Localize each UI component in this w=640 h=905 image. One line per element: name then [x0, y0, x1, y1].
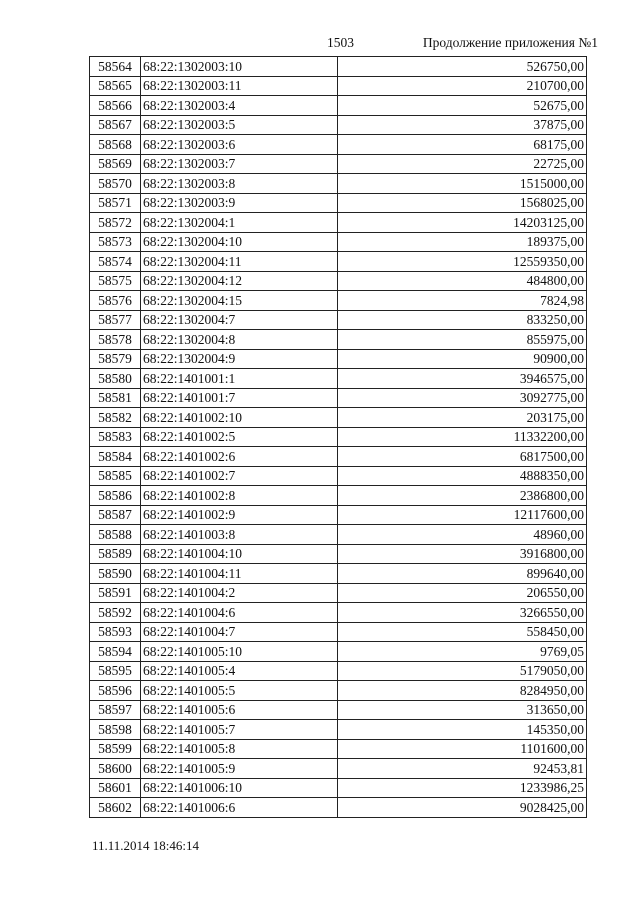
cadastral-value-cell: 3946575,00 [338, 369, 587, 389]
row-number-cell: 58575 [90, 271, 141, 291]
cadastral-value-cell: 1515000,00 [338, 174, 587, 194]
table-row [90, 720, 587, 740]
table-row [90, 232, 587, 252]
cadastral-value-cell: 6817500,00 [338, 447, 587, 467]
row-number-cell: 58587 [90, 505, 141, 525]
row-number-cell: 58602 [90, 798, 141, 818]
table-row [90, 271, 587, 291]
cadastral-value-cell: 48960,00 [338, 525, 587, 545]
row-number-cell: 58567 [90, 115, 141, 135]
table-row [90, 661, 587, 681]
cadastral-number-cell: 68:22:1302003:10 [141, 57, 338, 77]
table-row [90, 798, 587, 818]
cadastral-number-cell: 68:22:1401004:11 [141, 564, 338, 584]
cadastral-value-cell: 12559350,00 [338, 252, 587, 272]
cadastral-number-cell: 68:22:1401005:8 [141, 739, 338, 759]
row-number-cell: 58570 [90, 174, 141, 194]
row-number-cell: 58596 [90, 681, 141, 701]
cadastral-number-cell: 68:22:1302003:5 [141, 115, 338, 135]
cadastral-number-cell: 68:22:1401002:5 [141, 427, 338, 447]
row-number-cell: 58584 [90, 447, 141, 467]
table-row [90, 369, 587, 389]
row-number-cell: 58590 [90, 564, 141, 584]
cadastral-number-cell: 68:22:1302003:7 [141, 154, 338, 174]
cadastral-value-cell: 145350,00 [338, 720, 587, 740]
row-number-cell: 58585 [90, 466, 141, 486]
cadastral-value-cell: 7824,98 [338, 291, 587, 311]
table-row [90, 505, 587, 525]
cadastral-number-cell: 68:22:1302003:6 [141, 135, 338, 155]
cadastral-number-cell: 68:22:1401004:7 [141, 622, 338, 642]
cadastral-value-cell: 9769,05 [338, 642, 587, 662]
table-row [90, 739, 587, 759]
cadastral-value-cell: 899640,00 [338, 564, 587, 584]
table-body [90, 57, 587, 818]
table-row [90, 447, 587, 467]
cadastral-number-cell: 68:22:1401004:10 [141, 544, 338, 564]
table-row [90, 388, 587, 408]
cadastral-value-cell: 68175,00 [338, 135, 587, 155]
cadastral-number-cell: 68:22:1401005:6 [141, 700, 338, 720]
cadastral-number-cell: 68:22:1401002:6 [141, 447, 338, 467]
table-row [90, 544, 587, 564]
table-row [90, 583, 587, 603]
cadastral-value-cell: 14203125,00 [338, 213, 587, 233]
cadastral-value-cell: 37875,00 [338, 115, 587, 135]
cadastral-value-cell: 855975,00 [338, 330, 587, 350]
cadastral-number-cell: 68:22:1302004:15 [141, 291, 338, 311]
cadastral-number-cell: 68:22:1401005:9 [141, 759, 338, 779]
table-row [90, 135, 587, 155]
cadastral-value-cell: 210700,00 [338, 76, 587, 96]
cadastral-number-cell: 68:22:1401005:4 [141, 661, 338, 681]
cadastral-value-cell: 3916800,00 [338, 544, 587, 564]
row-number-cell: 58586 [90, 486, 141, 506]
table-row [90, 330, 587, 350]
cadastral-number-cell: 68:22:1302003:8 [141, 174, 338, 194]
cadastral-number-cell: 68:22:1302004:10 [141, 232, 338, 252]
table-row [90, 115, 587, 135]
cadastral-value-cell: 92453,81 [338, 759, 587, 779]
table-row [90, 174, 587, 194]
cadastral-value-cell: 203175,00 [338, 408, 587, 428]
cadastral-number-cell: 68:22:1302004:8 [141, 330, 338, 350]
cadastral-value-cell: 3092775,00 [338, 388, 587, 408]
row-number-cell: 58582 [90, 408, 141, 428]
table-row [90, 700, 587, 720]
row-number-cell: 58594 [90, 642, 141, 662]
row-number-cell: 58599 [90, 739, 141, 759]
row-number-cell: 58597 [90, 700, 141, 720]
cadastral-value-cell: 4888350,00 [338, 466, 587, 486]
table-row [90, 310, 587, 330]
table-row [90, 408, 587, 428]
table-row [90, 57, 587, 77]
cadastral-number-cell: 68:22:1302003:11 [141, 76, 338, 96]
cadastral-value-cell: 484800,00 [338, 271, 587, 291]
row-number-cell: 58573 [90, 232, 141, 252]
cadastral-number-cell: 68:22:1302004:7 [141, 310, 338, 330]
row-number-cell: 58583 [90, 427, 141, 447]
row-number-cell: 58574 [90, 252, 141, 272]
cadastral-value-cell: 2386800,00 [338, 486, 587, 506]
cadastral-value-cell: 189375,00 [338, 232, 587, 252]
table-row [90, 564, 587, 584]
table-row [90, 291, 587, 311]
row-number-cell: 58577 [90, 310, 141, 330]
cadastral-value-cell: 22725,00 [338, 154, 587, 174]
table-row [90, 759, 587, 779]
table-row [90, 778, 587, 798]
row-number-cell: 58598 [90, 720, 141, 740]
page-number: 1503 [327, 35, 354, 50]
cadastral-value-cell: 5179050,00 [338, 661, 587, 681]
row-number-cell: 58588 [90, 525, 141, 545]
cadastral-value-cell: 526750,00 [338, 57, 587, 77]
cadastral-value-cell: 1568025,00 [338, 193, 587, 213]
cadastral-value-cell: 558450,00 [338, 622, 587, 642]
table-row [90, 252, 587, 272]
row-number-cell: 58569 [90, 154, 141, 174]
row-number-cell: 58565 [90, 76, 141, 96]
row-number-cell: 58601 [90, 778, 141, 798]
row-number-cell: 58595 [90, 661, 141, 681]
table-row [90, 466, 587, 486]
row-number-cell: 58571 [90, 193, 141, 213]
cadastral-value-cell: 3266550,00 [338, 603, 587, 623]
row-number-cell: 58579 [90, 349, 141, 369]
cadastral-value-cell: 313650,00 [338, 700, 587, 720]
cadastral-number-cell: 68:22:1302004:12 [141, 271, 338, 291]
table-row [90, 213, 587, 233]
row-number-cell: 58592 [90, 603, 141, 623]
cadastral-number-cell: 68:22:1401002:7 [141, 466, 338, 486]
table-row [90, 193, 587, 213]
row-number-cell: 58572 [90, 213, 141, 233]
cadastral-value-cell: 11332200,00 [338, 427, 587, 447]
cadastral-value-cell: 12117600,00 [338, 505, 587, 525]
table-row [90, 642, 587, 662]
table-row [90, 525, 587, 545]
row-number-cell: 58589 [90, 544, 141, 564]
row-number-cell: 58576 [90, 291, 141, 311]
cadastral-number-cell: 68:22:1401005:10 [141, 642, 338, 662]
table-row [90, 681, 587, 701]
table-row [90, 154, 587, 174]
cadastral-value-cell: 1233986,25 [338, 778, 587, 798]
table-row [90, 486, 587, 506]
cadastral-value-cell: 52675,00 [338, 96, 587, 116]
cadastral-number-cell: 68:22:1401006:10 [141, 778, 338, 798]
row-number-cell: 58600 [90, 759, 141, 779]
cadastral-value-cell: 9028425,00 [338, 798, 587, 818]
cadastral-number-cell: 68:22:1401006:6 [141, 798, 338, 818]
page-header [0, 35, 640, 55]
row-number-cell: 58578 [90, 330, 141, 350]
cadastral-number-cell: 68:22:1401002:10 [141, 408, 338, 428]
table-row [90, 76, 587, 96]
cadastral-value-cell: 1101600,00 [338, 739, 587, 759]
cadastral-number-cell: 68:22:1302003:9 [141, 193, 338, 213]
cadastral-number-cell: 68:22:1401001:7 [141, 388, 338, 408]
cadastral-number-cell: 68:22:1401005:7 [141, 720, 338, 740]
cadastral-number-cell: 68:22:1302004:11 [141, 252, 338, 272]
table-row [90, 427, 587, 447]
row-number-cell: 58581 [90, 388, 141, 408]
table-row [90, 622, 587, 642]
table-row [90, 603, 587, 623]
row-number-cell: 58568 [90, 135, 141, 155]
cadastral-value-cell: 833250,00 [338, 310, 587, 330]
row-number-cell: 58593 [90, 622, 141, 642]
cadastral-number-cell: 68:22:1401001:1 [141, 369, 338, 389]
cadastral-number-cell: 68:22:1401003:8 [141, 525, 338, 545]
cadastral-value-cell: 90900,00 [338, 349, 587, 369]
table-row [90, 349, 587, 369]
cadastral-number-cell: 68:22:1302004:1 [141, 213, 338, 233]
cadastral-number-cell: 68:22:1302003:4 [141, 96, 338, 116]
cadastral-number-cell: 68:22:1401004:2 [141, 583, 338, 603]
cadastral-value-cell: 8284950,00 [338, 681, 587, 701]
table-row [90, 96, 587, 116]
row-number-cell: 58566 [90, 96, 141, 116]
cadastral-number-cell: 68:22:1401005:5 [141, 681, 338, 701]
cadastral-number-cell: 68:22:1302004:9 [141, 349, 338, 369]
print-timestamp: 11.11.2014 18:46:14 [92, 838, 200, 853]
cadastral-value-cell: 206550,00 [338, 583, 587, 603]
row-number-cell: 58564 [90, 57, 141, 77]
row-number-cell: 58591 [90, 583, 141, 603]
appendix-continuation-title: Продолжение приложения №1 [422, 35, 598, 50]
cadastral-number-cell: 68:22:1401004:6 [141, 603, 338, 623]
cadastral-number-cell: 68:22:1401002:8 [141, 486, 338, 506]
cadastral-number-cell: 68:22:1401002:9 [141, 505, 338, 525]
cadastral-value-table [89, 56, 587, 818]
row-number-cell: 58580 [90, 369, 141, 389]
